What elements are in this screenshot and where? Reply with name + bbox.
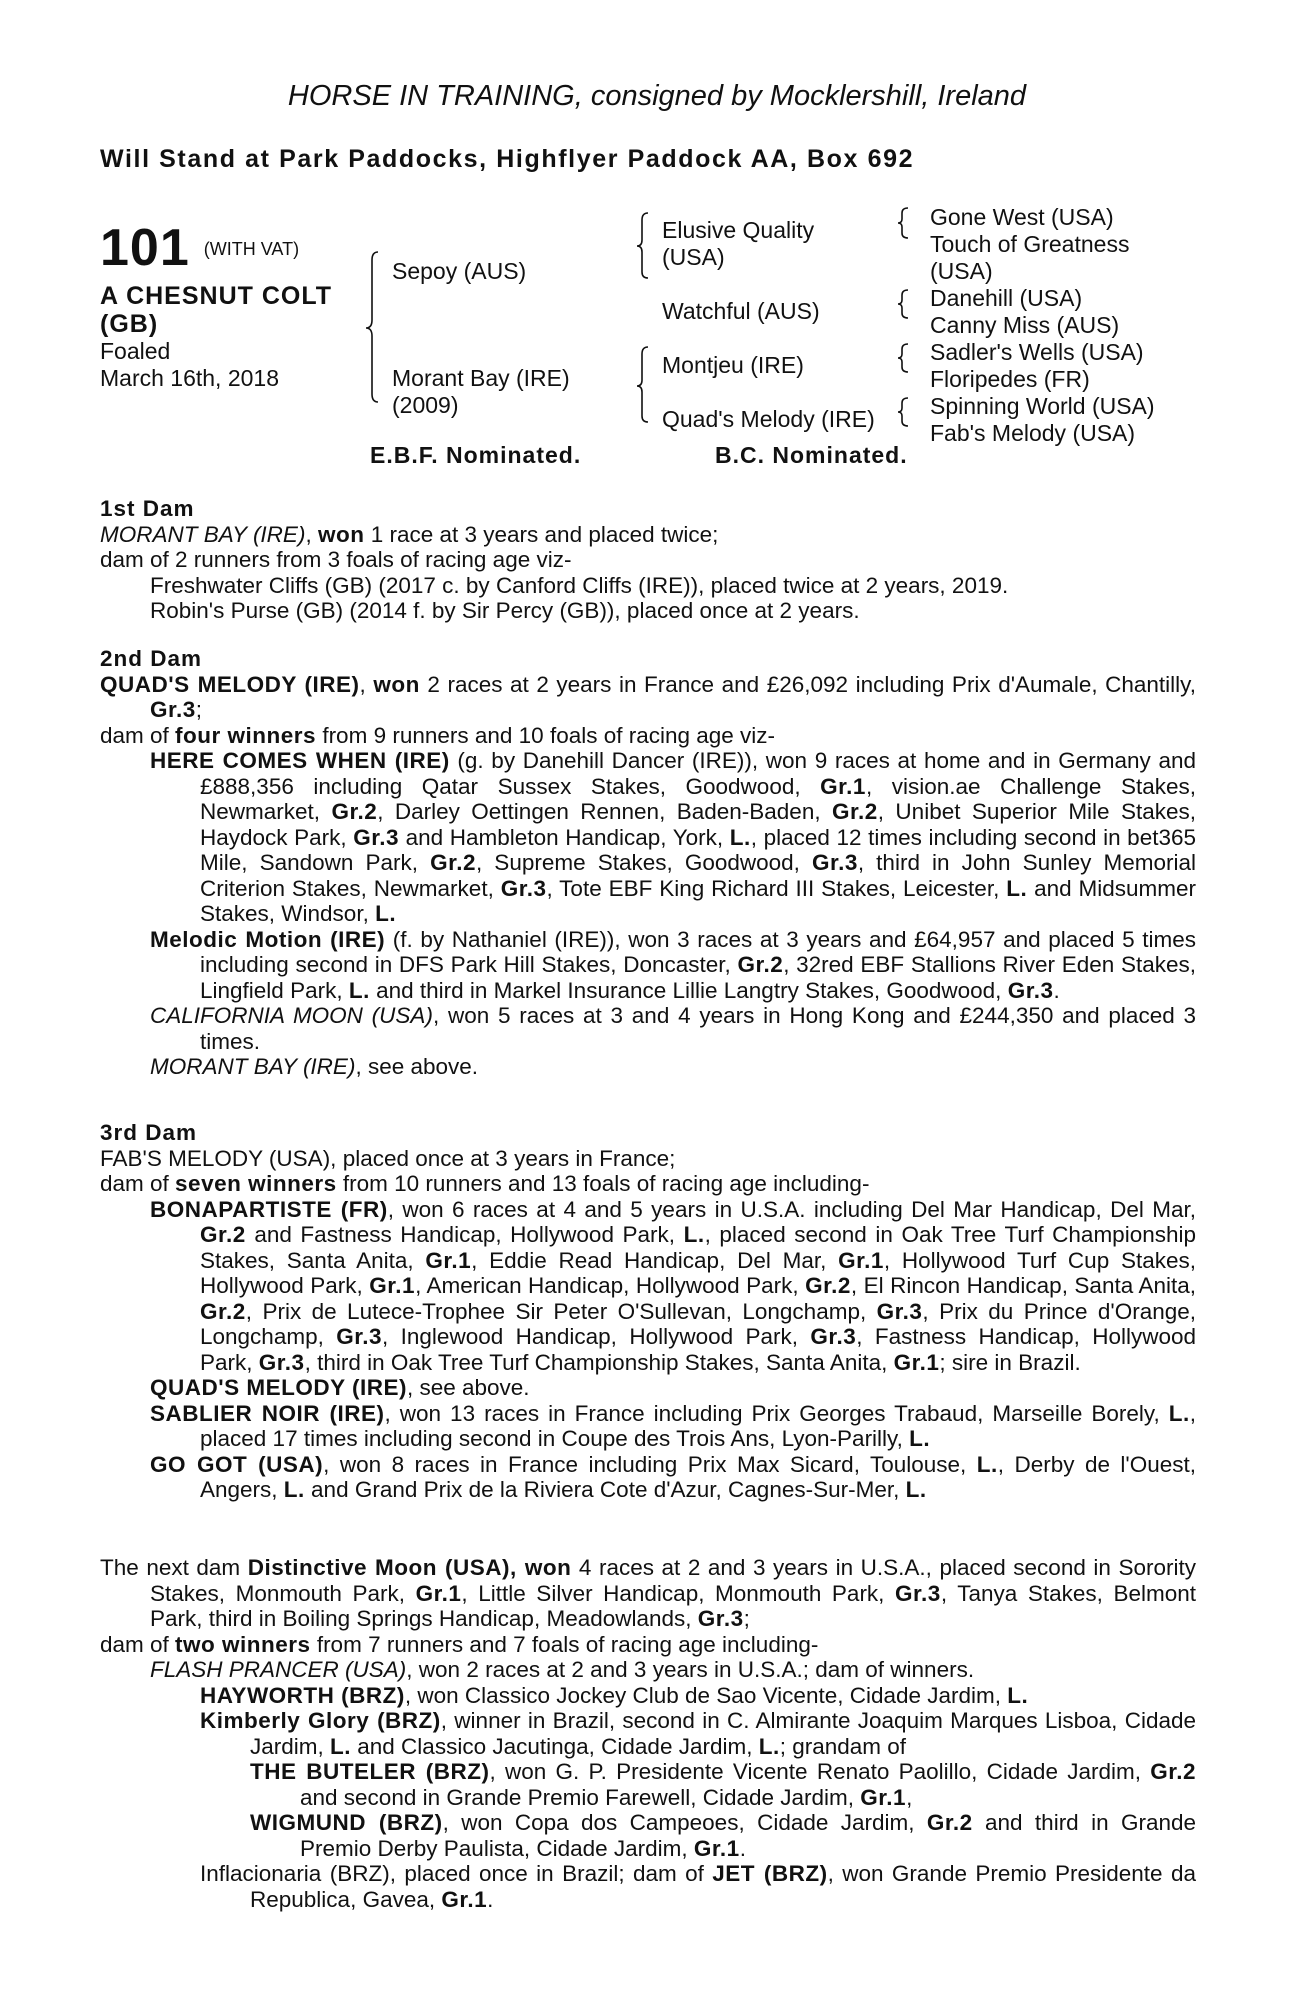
- pedigree-ssd-line2: (USA): [930, 258, 993, 284]
- t: and Grand Prix de la Riviera Cote d'Azur, Cagnes-Sur-Mer,: [304, 1477, 906, 1502]
- first-dam-record-text: 1 race at 3 years and placed twice;: [364, 521, 719, 547]
- progeny-entry: [100, 748, 1196, 927]
- progeny-entry: [100, 1810, 1196, 1861]
- t: , won 6 races at 4 and 5 years in U.S.A. including Del Mar Handicap, Del Mar,: [387, 1196, 1196, 1222]
- t: , 32red EBF Stallions River Eden Stakes, Lingfield Park,: [200, 952, 1196, 1003]
- t: and third in Markel Insurance Lillie Langtry Stakes, Goodwood,: [369, 977, 1008, 1003]
- first-dam-record: MORANT BAY (IRE), won 1 race at 3 years and placed twice;: [100, 521, 719, 547]
- t: , Prix du Prince d'Orange, Longchamp,: [200, 1298, 1196, 1349]
- punct: ,: [510, 1555, 525, 1580]
- t: , won 5 races at 3 and 4 years in Hong Kong and £244,350 and placed 3 times.: [200, 1003, 1196, 1054]
- t: , Hollywood Turf Cup Stakes, Hollywood Park,: [200, 1247, 1196, 1298]
- grade-label: Gr.3: [895, 1580, 941, 1606]
- t: , won G. P. Presidente Vicente Renato Paolillo, Cidade Jardim,: [489, 1759, 1151, 1784]
- grade-label: L.: [758, 1733, 780, 1759]
- grade-label: Gr.2: [200, 1222, 246, 1247]
- grade-label: Gr.3: [353, 824, 400, 850]
- grade-label: Gr.2: [805, 1273, 851, 1298]
- grade-label: L.: [1168, 1400, 1190, 1426]
- grade-label: Gr.1: [820, 773, 866, 799]
- t: , won 13 races in France including Prix Georges Trabaud, Marseille Borely,: [384, 1400, 1169, 1426]
- grade-label: Gr.3: [812, 850, 858, 875]
- pedigree-sire: Sepoy (AUS): [392, 258, 527, 284]
- lot-number: 101: [100, 219, 190, 277]
- t: and Midsummer Stakes, Windsor,: [200, 875, 1196, 926]
- progeny-entry: [100, 1197, 1196, 1376]
- t: , third in John Sunley Memorial Criterion Stakes, Newmarket,: [200, 850, 1196, 901]
- t: Inflacionaria (BRZ), placed once in Brazil; dam of: [200, 1861, 713, 1886]
- pedigree-dsd: Floripedes (FR): [930, 366, 1090, 392]
- grade-label: L.: [348, 977, 370, 1003]
- second-dam-record: QUAD'S MELODY (IRE), won 2 races at 2 years in France and £26,092 including Prix d'Aumale, Chantilly, Gr.3;: [100, 671, 1196, 722]
- t: , won Classico Jockey Club de Sao Vicente, Cidade Jardim,: [404, 1682, 1008, 1708]
- pedigree-ss-line1: Elusive Quality: [662, 217, 815, 243]
- t: ; grandam of: [779, 1733, 907, 1759]
- progeny-entry: [100, 927, 1196, 1004]
- won-label: won: [317, 521, 365, 547]
- t: , Tanya Stakes, Belmont Park, third in Boiling Springs Handicap, Meadowlands,: [150, 1580, 1197, 1631]
- grade-label: Gr.1: [693, 1835, 740, 1861]
- grade-label: Gr.3: [150, 697, 196, 722]
- t: , placed 12 times including second in bet365 Mile, Sandown Park,: [200, 824, 1197, 875]
- progeny-entry: [100, 1003, 1196, 1054]
- vat-label: (WITH VAT): [203, 239, 300, 259]
- brace-gen3-4: [898, 398, 908, 426]
- grade-label: Gr.3: [876, 1298, 923, 1324]
- t: , winner in Brazil, second in C. Almirante Joaquim Marques Lisboa, Cidade Jardim,: [250, 1708, 1196, 1759]
- t: , won Copa dos Campeoes, Cidade Jardim,: [442, 1810, 927, 1835]
- t: ;: [743, 1606, 750, 1631]
- grade-label: Gr.2: [737, 952, 784, 977]
- next-dam-section: [100, 1555, 1196, 1912]
- lot-description-line2: (GB): [100, 310, 159, 338]
- grade-label: Gr.2: [200, 1298, 246, 1324]
- won-label: won: [524, 1555, 572, 1580]
- pedigree-dam-name: Morant Bay (IRE): [392, 365, 570, 391]
- first-dam-name: MORANT BAY (IRE): [100, 521, 306, 547]
- t: 4 races at 2 and 3 years in U.S.A., placed second in Sorority Stakes, Monmouth Park,: [150, 1555, 1196, 1606]
- progeny-name: MORANT BAY (IRE): [150, 1054, 356, 1079]
- lot-description-line1: A CHESNUT COLT: [100, 282, 333, 310]
- punct: ;: [195, 697, 203, 722]
- grade-label: L.: [1006, 875, 1028, 901]
- progeny-entry: [100, 1759, 1196, 1810]
- won-label: won: [373, 671, 420, 697]
- first-dam-runner: Freshwater Cliffs (GB) (2017 c. by Canford Cliffs (IRE)), placed twice at 2 years, 2019.: [150, 572, 1009, 598]
- summary-text: dam of: [100, 722, 176, 748]
- t: and Fastness Handicap, Hollywood Park,: [245, 1222, 684, 1247]
- brace-gen1: [366, 252, 378, 402]
- pedigree-ss-line2: (USA): [662, 244, 725, 270]
- t: , American Handicap, Hollywood Park,: [415, 1273, 806, 1298]
- page-title: HORSE IN TRAINING, consigned by Mocklershill, Ireland: [287, 80, 1027, 112]
- t: and Classico Jacutinga, Cidade Jardim,: [351, 1733, 759, 1759]
- summary-text: dam of: [100, 1631, 176, 1657]
- progeny-entry: [100, 1054, 1196, 1080]
- t: .: [739, 1835, 746, 1861]
- t: ; sire in Brazil.: [939, 1349, 1081, 1375]
- grade-label: Gr.3: [258, 1349, 305, 1375]
- progeny-entry: [100, 1861, 1196, 1912]
- progeny-entry: [100, 1683, 1196, 1709]
- winners-count: four winners: [175, 722, 317, 748]
- progeny-entry: [100, 1375, 1196, 1401]
- grade-label: L.: [375, 901, 397, 926]
- bc-nominated: B.C. Nominated.: [715, 442, 908, 468]
- third-dam-record: FAB'S MELODY (USA), placed once at 3 years in France;: [100, 1145, 676, 1171]
- t: , El Rincon Handicap, Santa Anita,: [850, 1273, 1196, 1298]
- t: , see above.: [355, 1054, 479, 1079]
- t: , placed 17 times including second in Coupe des Trois Ans, Lyon-Parilly,: [200, 1400, 1196, 1451]
- grade-label: Gr.2: [926, 1810, 973, 1835]
- summary-text: dam of: [100, 1171, 176, 1196]
- t: , Prix de Lutece-Trophee Sir Peter O'Sullevan, Longchamp,: [245, 1298, 877, 1324]
- progeny-name: Melodic Motion (IRE): [150, 926, 386, 952]
- second-dam-section: [100, 646, 1196, 1080]
- progeny-entry: [100, 1452, 1196, 1503]
- t: and Hambleton Handicap, York,: [399, 824, 730, 850]
- pedigree-dds: Spinning World (USA): [930, 393, 1155, 419]
- pedigree-dam-dam: Quad's Melody (IRE): [662, 406, 875, 432]
- pedigree-ssd-line1: Touch of Greatness: [930, 231, 1130, 257]
- grade-label: Gr.3: [1007, 977, 1054, 1003]
- pedigree-braces: [0, 0, 1314, 460]
- stand-location: Will Stand at Park Paddocks, Highflyer Paddock AA, Box 692: [100, 145, 915, 173]
- progeny-name: THE BUTELER (BRZ): [250, 1759, 490, 1784]
- t: , Inglewood Handicap, Hollywood Park,: [382, 1324, 811, 1349]
- grade-label: Gr.3: [697, 1606, 744, 1631]
- progeny-name: FLASH PRANCER (USA): [150, 1657, 407, 1682]
- brace-gen2-bottom: [637, 347, 648, 422]
- t: , Tote EBF King Richard III Stakes, Leicester,: [546, 875, 1007, 901]
- grade-label: Gr.1: [838, 1247, 884, 1273]
- grade-label: L.: [683, 1222, 705, 1247]
- pedigree-dam: [392, 365, 570, 419]
- first-dam-section: [100, 496, 1196, 624]
- brace-gen3-3: [898, 344, 908, 372]
- grade-label: Gr.2: [430, 850, 476, 875]
- t: .: [487, 1886, 494, 1912]
- progeny-name: Kimberly Glory (BRZ): [200, 1708, 441, 1733]
- pedigree-dam-sire: Montjeu (IRE): [662, 352, 804, 378]
- t: , won Grande Premio Presidente da Republica, Gavea,: [250, 1861, 1196, 1912]
- t: , third in Oak Tree Turf Championship Stakes, Santa Anita,: [304, 1349, 894, 1375]
- next-dam-record: [100, 1555, 1196, 1632]
- t: , vision.ae Challenge Stakes, Newmarket,: [200, 773, 1197, 824]
- pedigree-sds: Danehill (USA): [930, 285, 1083, 311]
- grade-label: L.: [909, 1426, 931, 1451]
- winners-count: seven winners: [175, 1171, 337, 1196]
- winners-count: two winners: [175, 1631, 311, 1657]
- third-dam-summary: [100, 1171, 1196, 1197]
- t: , Unibet Superior Mile Stakes, Haydock Park,: [200, 799, 1197, 850]
- pedigree-sire-dam: Watchful (AUS): [662, 298, 820, 324]
- progeny-name: WIGMUND (BRZ): [250, 1810, 443, 1835]
- pedigree-ssd: [930, 231, 1129, 285]
- summary-text: from 9 runners and 10 foals of racing age viz-: [316, 722, 776, 748]
- t: and third in Grande Premio Derby Paulista, Cidade Jardim,: [300, 1810, 1196, 1861]
- brace-gen2-top: [637, 213, 648, 278]
- grade-label: Gr.2: [1150, 1759, 1196, 1784]
- t: .: [1053, 977, 1060, 1003]
- progeny-name: QUAD'S MELODY (IRE): [150, 1375, 407, 1400]
- progeny-name: SABLIER NOIR (IRE): [150, 1400, 385, 1426]
- t: , Fastness Handicap, Hollywood Park,: [200, 1324, 1197, 1375]
- record-text: 2 races at 2 years in France and £26,092 including Prix d'Aumale, Chantilly,: [419, 671, 1196, 697]
- summary-text: from 10 runners and 13 foals of racing age including-: [336, 1171, 870, 1196]
- grade-label: L.: [976, 1451, 998, 1477]
- pedigree-sdd: Canny Miss (AUS): [930, 312, 1120, 338]
- grade-label: Gr.3: [336, 1324, 383, 1349]
- first-dam-summary: dam of 2 runners from 3 foals of racing age viz-: [100, 547, 572, 572]
- progeny-entry: [100, 1401, 1196, 1452]
- progeny-name: HERE COMES WHEN (IRE): [150, 748, 450, 773]
- progeny-name: HAYWORTH (BRZ): [200, 1682, 405, 1708]
- brace-gen3-1: [898, 208, 908, 238]
- progeny-name: GO GOT (USA): [150, 1451, 324, 1477]
- grade-label: Gr.1: [415, 1580, 462, 1606]
- t: , Little Silver Handicap, Monmouth Park,: [461, 1580, 896, 1606]
- grade-label: Gr.1: [425, 1247, 472, 1273]
- grade-label: Gr.1: [441, 1886, 488, 1912]
- t: , Eddie Read Handicap, Del Mar,: [471, 1247, 839, 1273]
- pedigree-dam-year: (2009): [392, 392, 459, 418]
- first-dam-heading: 1st Dam: [100, 496, 195, 521]
- grade-label: Gr.1: [860, 1784, 907, 1810]
- grade-label: L.: [905, 1477, 927, 1502]
- grade-label: Gr.3: [500, 875, 547, 901]
- t: ,: [906, 1784, 913, 1810]
- summary-text: from 7 runners and 7 foals of racing age including-: [310, 1631, 819, 1657]
- pedigree-sire-sire: [662, 217, 814, 271]
- third-dam-heading: 3rd Dam: [100, 1120, 198, 1145]
- t: , won 8 races in France including Prix Max Sicard, Toulouse,: [323, 1451, 977, 1477]
- progeny-name: CALIFORNIA MOON (USA): [150, 1003, 433, 1028]
- grade-label: L.: [1007, 1682, 1029, 1708]
- t: , Derby de l'Ouest, Angers,: [200, 1451, 1196, 1502]
- t: , Darley Oettingen Rennen, Baden-Baden,: [377, 799, 832, 824]
- second-dam-heading: 2nd Dam: [100, 646, 203, 671]
- t: , won 2 races at 2 and 3 years in U.S.A.; dam of winners.: [406, 1657, 975, 1682]
- progeny-entry: [100, 1657, 1196, 1683]
- pedigree-dss: Sadler's Wells (USA): [930, 339, 1144, 365]
- foaled-date: March 16th, 2018: [100, 365, 280, 391]
- progeny-name: BONAPARTISTE (FR): [150, 1196, 388, 1222]
- t: , Supreme Stakes, Goodwood,: [475, 850, 813, 875]
- t: and second in Grande Premio Farewell, Cidade Jardim,: [300, 1784, 861, 1810]
- grade-label: L.: [729, 824, 751, 850]
- next-dam-summary: [100, 1632, 1196, 1658]
- pedigree-ddd: Fab's Melody (USA): [930, 420, 1136, 446]
- first-dam-runner: Robin's Purse (GB) (2014 f. by Sir Percy (GB)), placed once at 2 years.: [150, 598, 860, 623]
- t: (f. by Nathaniel (IRE)), won 3 races at 3 years and £64,957 and placed 5 times including second in DFS Park Hill Stakes, Doncaster,: [200, 926, 1196, 977]
- foaled-label: Foaled: [100, 338, 171, 364]
- pedigree-sss: Gone West (USA): [930, 204, 1114, 230]
- grade-label: L.: [283, 1477, 305, 1502]
- t: , placed second in Oak Tree Turf Championship Stakes, Santa Anita,: [200, 1222, 1196, 1273]
- second-dam-name: QUAD'S MELODY (IRE): [100, 671, 360, 697]
- t: The next dam: [100, 1555, 248, 1580]
- t: , see above.: [406, 1375, 530, 1400]
- grade-label: Gr.2: [331, 799, 378, 824]
- brace-gen3-2: [898, 290, 908, 318]
- grade-label: Gr.1: [893, 1349, 940, 1375]
- second-dam-summary: [100, 723, 1196, 749]
- progeny-entry: [100, 1708, 1196, 1759]
- third-dam-section: [100, 1120, 1196, 1503]
- grade-label: Gr.1: [369, 1273, 416, 1298]
- grade-label: Gr.2: [832, 799, 878, 824]
- t: (g. by Danehill Dancer (IRE)), won 9 races at home and in Germany and £888,356 including Qatar Sussex Stakes, Goodwood,: [200, 748, 1196, 799]
- ebf-nominated: E.B.F. Nominated.: [370, 442, 582, 468]
- progeny-name: JET (BRZ): [712, 1861, 828, 1886]
- next-dam-name: Distinctive Moon (USA): [247, 1555, 511, 1580]
- grade-label: L.: [330, 1733, 352, 1759]
- grade-label: Gr.3: [810, 1324, 857, 1349]
